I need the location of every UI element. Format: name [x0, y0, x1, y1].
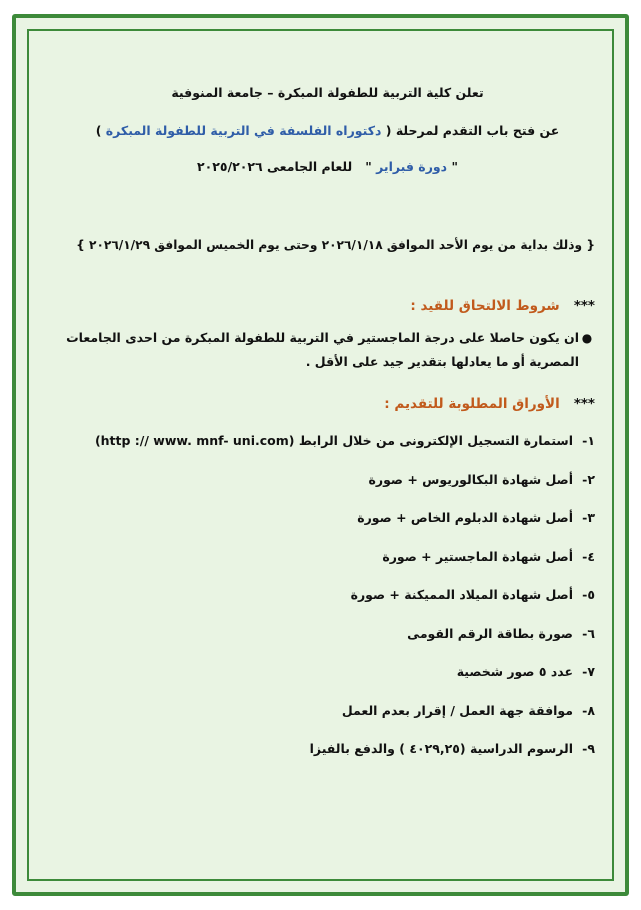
list-item — [60, 548, 595, 587]
list-item-number: ٤- — [582, 548, 595, 564]
list-item — [60, 586, 595, 625]
list-item — [60, 663, 595, 702]
list-item-number: ٥- — [582, 587, 595, 602]
bullet-dot-icon: ● — [581, 331, 593, 345]
registration-link[interactable]: (http :// www. mnf- uni.com) — [94, 433, 295, 448]
required-documents-list — [60, 432, 595, 779]
list-item-text: أصل شهادة الماجستير + صورة — [382, 548, 573, 564]
admission-conditions-heading: شروط الالتحاق للقيد : — [410, 298, 560, 314]
quote-open: " — [451, 159, 458, 174]
program-suffix: ) — [95, 123, 102, 138]
list-item-text: أصل شهادة الدبلوم الخاص + صورة — [357, 510, 573, 525]
stars-marker: *** — [573, 396, 595, 412]
list-item-number: ٧- — [582, 664, 595, 679]
application-dates: { وذلك بداية من يوم الأحد الموافق ٢٠٢٦/١/١٨ وحتى يوم الخميس الموافق ٢٠٢٦/١/٢٩ } — [76, 238, 595, 252]
list-item-number: ١- — [582, 433, 595, 448]
session-name: دورة فبراير — [376, 159, 448, 174]
list-item-number: ٦- — [582, 625, 595, 641]
required-documents-title — [60, 394, 595, 414]
announcement-heading: تعلن كلية التربية للطفولة المبكرة – جامعة المنوفية — [171, 85, 484, 100]
list-item-text: موافقة جهة العمل / إقرار بعدم العمل — [341, 702, 573, 718]
academic-year: للعام الجامعى ٢٠٢٥/٢٠٢٦ — [197, 159, 353, 174]
list-item-number: ٣- — [582, 510, 595, 525]
list-item-text: أصل شهادة البكالوريوس + صورة — [368, 471, 573, 487]
list-item — [60, 471, 595, 510]
stars-marker: *** — [573, 298, 595, 314]
list-item-text: أصل شهادة الميلاد المميكنة + صورة — [350, 587, 573, 602]
admission-conditions-title — [60, 296, 595, 316]
announcement-content — [60, 84, 595, 779]
program-line — [60, 122, 595, 140]
list-item — [60, 740, 595, 779]
list-item-text: الرسوم الدراسية (٤٠٢٩,٢٥ ) والدفع بالفيزا — [309, 741, 573, 756]
program-prefix: عن فتح باب التقدم لمرحلة ( — [385, 123, 560, 138]
list-item-number: ٨- — [582, 702, 595, 718]
session-line — [60, 158, 595, 176]
list-item — [60, 509, 595, 548]
list-item — [60, 702, 595, 741]
admission-condition-item — [60, 326, 595, 374]
list-item — [60, 432, 595, 471]
list-item — [60, 625, 595, 664]
list-item-number: ٩- — [582, 741, 595, 756]
list-item-text: عدد ٥ صور شخصية — [456, 664, 573, 679]
admission-condition-text: ان يكون حاصلا على درجة الماجستير في التربية للطفولة المبكرة من احدى الجامعات المصرية أو ما يعادلها بتقدير جيد على الأقل . — [66, 330, 579, 369]
quote-close: " — [365, 159, 372, 174]
list-item-number: ٢- — [582, 471, 595, 487]
required-documents-heading: الأوراق المطلوبة للتقديم : — [384, 396, 560, 412]
program-name: دكتوراه الفلسفة في التربية للطفولة المبكرة — [105, 123, 382, 138]
list-item-text: استمارة التسجيل الإلكترونى من خلال الرابط — [298, 433, 573, 448]
list-item-text: صورة بطاقة الرقم القومى — [407, 625, 573, 641]
